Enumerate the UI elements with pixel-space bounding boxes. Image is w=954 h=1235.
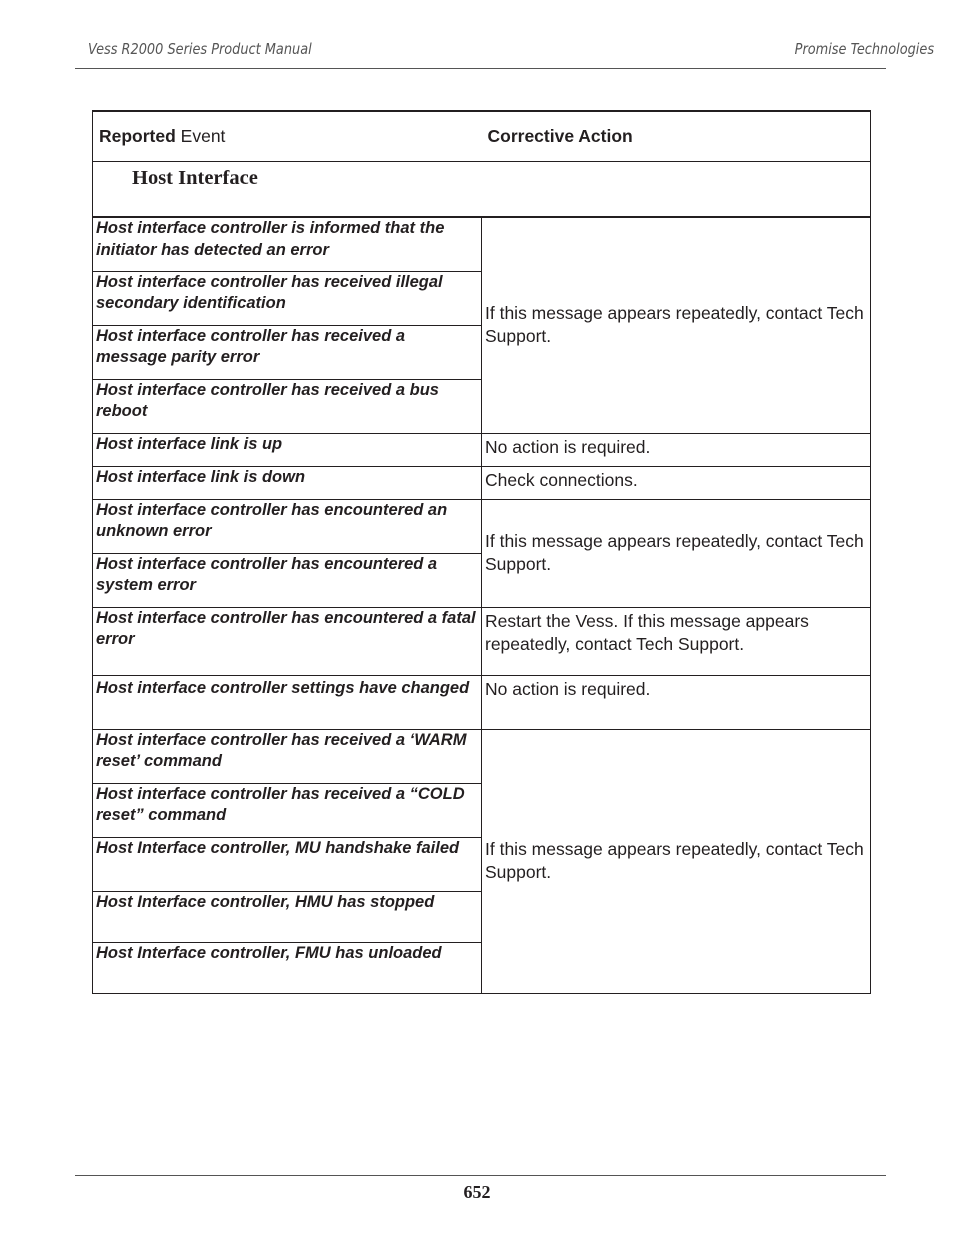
header-rule xyxy=(75,68,886,69)
table-row xyxy=(93,675,871,729)
action-cell: If this message appears repeatedly, contact Tech Support. xyxy=(482,499,871,607)
footer-rule xyxy=(75,1175,886,1176)
event-cell: Host interface link is down xyxy=(93,466,482,499)
table-row xyxy=(93,607,871,675)
section-row xyxy=(93,162,871,218)
column-header-event: Reported Event xyxy=(93,111,482,162)
page-number: 652 xyxy=(463,1182,491,1202)
column-header-action: Corrective Action xyxy=(482,111,871,162)
event-cell: Host interface controller has received illegal secondary identification xyxy=(93,271,482,325)
action-cell: Restart the Vess. If this message appears repeatedly, contact Tech Support. xyxy=(482,607,871,675)
event-cell: Host Interface controller, FMU has unloaded xyxy=(93,942,482,993)
event-cell: Host interface controller has received a “COLD reset” command xyxy=(93,783,482,837)
table-row xyxy=(93,217,871,271)
section-title: Host Interface xyxy=(93,162,871,218)
action-cell: If this message appears repeatedly, contact Tech Support. xyxy=(482,729,871,993)
table-header-row xyxy=(93,111,871,162)
action-cell: No action is required. xyxy=(482,675,871,729)
action-cell: Check connections. xyxy=(482,466,871,499)
event-cell: Host Interface controller, HMU has stopped xyxy=(93,891,482,942)
running-header-company: Promise Technologies xyxy=(794,40,934,58)
event-cell: Host interface controller has received a ‘WARM reset’ command xyxy=(93,729,482,783)
running-header-title: Vess R2000 Series Product Manual xyxy=(88,40,312,58)
event-cell: Host interface controller has encountered a fatal error xyxy=(93,607,482,675)
event-cell: Host interface controller has encountered a system error xyxy=(93,553,482,607)
table-row xyxy=(93,466,871,499)
event-cell: Host interface controller has received a message parity error xyxy=(93,325,482,379)
table-row xyxy=(93,729,871,783)
action-cell: No action is required. xyxy=(482,433,871,466)
table-row xyxy=(93,433,871,466)
event-cell: Host Interface controller, MU handshake failed xyxy=(93,837,482,891)
table-row xyxy=(93,499,871,553)
event-cell: Host interface link is up xyxy=(93,433,482,466)
action-cell: If this message appears repeatedly, contact Tech Support. xyxy=(482,217,871,433)
event-cell: Host interface controller settings have changed xyxy=(93,675,482,729)
event-cell: Host interface controller has received a bus reboot xyxy=(93,379,482,433)
event-cell: Host interface controller is informed that the initiator has detected an error xyxy=(93,217,482,271)
event-cell: Host interface controller has encountered an unknown error xyxy=(93,499,482,553)
event-table xyxy=(92,110,871,994)
